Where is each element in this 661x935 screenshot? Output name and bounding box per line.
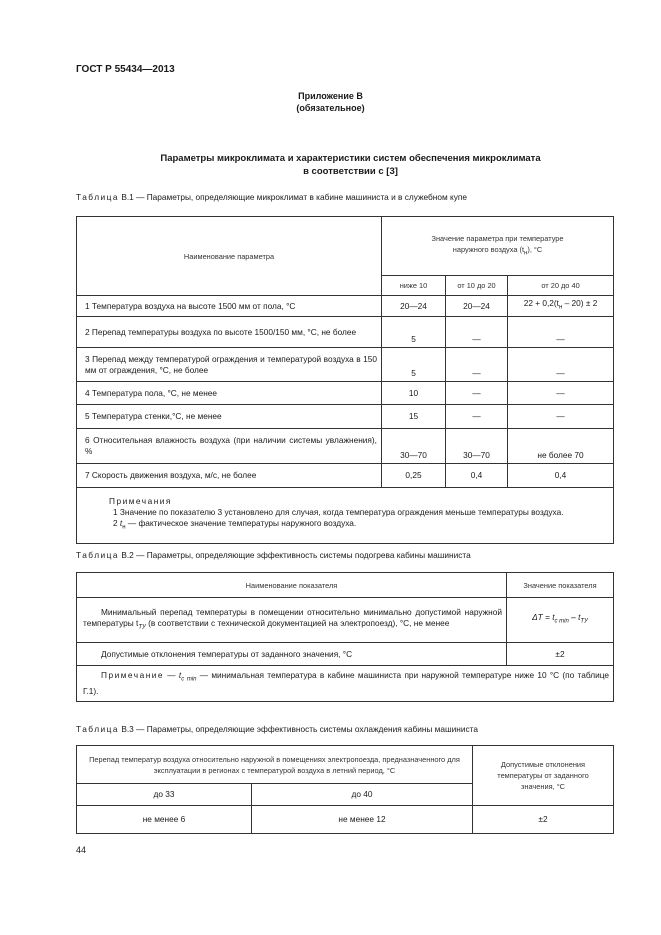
page-number: 44 <box>76 845 87 855</box>
table1-row3-v1: 5 <box>382 348 446 382</box>
table2-row1-text-b: (в соответствии с технической документацией на электропоезд), °С, не менее <box>145 617 450 628</box>
table3-caption-rest: В.3 — Параметры, определяющие эффективность системы охлаждения кабины машиниста <box>119 724 478 734</box>
table1-col-group-line1: Значение параметра при температуре <box>431 233 564 243</box>
table2-row1-text-a: Минимальный перепад температуры в помещении относительно минимально допустимой наружной температуры t <box>83 606 502 628</box>
table2-caption <box>76 550 471 560</box>
table2-note <box>77 666 614 702</box>
table1-col-group-line3: ), °С <box>527 244 543 254</box>
table1-row2-name: 2 Перепад температуры воздуха по высоте 1500/150 мм, °С, не более <box>77 317 382 348</box>
table-row <box>77 382 614 405</box>
table3-r3: ±2 <box>473 806 614 834</box>
table1-row1-v3a: 22 + 0,2(t <box>523 298 559 309</box>
table1-row3-name: 3 Перепад между температурой ограждения и температурой воздуха в 150 мм от ограждения, °С, не более <box>77 348 382 382</box>
table1-row7-v3: 0,4 <box>508 464 614 488</box>
table3-caption <box>76 724 478 734</box>
table1-row4-name: 4 Температура пола, °С, не менее <box>77 382 382 405</box>
table2-row1-value <box>507 598 614 643</box>
document-header: ГОСТ Р 55434—2013 <box>76 64 175 75</box>
table1-note2 <box>83 518 607 534</box>
table1-col-group <box>382 217 614 276</box>
table1-row1-v2: 20—24 <box>446 296 508 317</box>
table1-row7-v2: 0,4 <box>446 464 508 488</box>
table1-row5-name: 5 Температура стенки,°С, не менее <box>77 405 382 429</box>
table-row <box>77 598 614 643</box>
table2-note-t: t <box>178 670 182 681</box>
table3-sub1: до 33 <box>77 784 252 806</box>
table1-sub1: ниже 10 <box>382 276 446 296</box>
table-b3 <box>76 745 614 834</box>
table1-row4-v2: — <box>446 382 508 405</box>
table1-row6-v1: 30—70 <box>382 429 446 464</box>
table1-col-group-sub: н <box>524 250 528 257</box>
table3-sub2: до 40 <box>252 784 473 806</box>
table1-row1-v3sub: н <box>559 304 563 311</box>
table1-sub2: от 10 до 20 <box>446 276 508 296</box>
table-row <box>77 429 614 464</box>
table1-row5-v1: 15 <box>382 405 446 429</box>
table1-row4-v3: — <box>508 382 614 405</box>
table1-row2-v1: 5 <box>382 317 446 348</box>
appendix-status: (обязательное) <box>296 103 365 113</box>
table1-sub3: от 20 до 40 <box>508 276 614 296</box>
table1-note2-sub: н <box>122 524 126 531</box>
table1-row2-v3: — <box>508 317 614 348</box>
table2-note-rest: — минимальная температура в кабине машиниста при наружной температуре ниже 10 °С (по таблице Г.1). <box>83 670 609 696</box>
table2-row1-text <box>77 598 507 643</box>
table2-col-value: Значение показателя <box>507 573 614 598</box>
table1-row3-v3: — <box>508 348 614 382</box>
table1-row6-v2: 30—70 <box>446 429 508 464</box>
table2-header-row <box>77 573 614 598</box>
table1-col-name: Наименование параметра <box>77 217 382 296</box>
table1-row4-v1: 10 <box>382 382 446 405</box>
table3-r2: не менее 12 <box>252 806 473 834</box>
table3-col-group: Перепад температур воздуха относительно наружной в помещениях электропоезда, предназначенного для эксплуатации в регионах с температурой воздуха в летний период, °С <box>77 746 473 784</box>
appendix-title: Приложение В <box>298 91 363 101</box>
table1-header-row <box>77 217 614 276</box>
table1-row5-v3: — <box>508 405 614 429</box>
table2-row2-value: ±2 <box>507 643 614 666</box>
table2-row1-val-b: – t <box>568 612 581 623</box>
table1-row6-v3: не более 70 <box>508 429 614 464</box>
table2-row1-val-a: ΔT = t <box>532 612 555 623</box>
table-row <box>77 464 614 488</box>
table3-r1: не менее 6 <box>77 806 252 834</box>
table1-caption-word: Таблица <box>76 192 120 202</box>
section-title-line2: в соответствии с [3] <box>303 166 398 177</box>
table-row <box>77 806 614 834</box>
table-row <box>77 643 614 666</box>
table1-row2-v2: — <box>446 317 508 348</box>
table1-row1-v3 <box>508 296 614 317</box>
table1-row1-name: 1 Температура воздуха на высоте 1500 мм от пола, °С <box>77 296 382 317</box>
table1-row1-v1: 20—24 <box>382 296 446 317</box>
table2-note-row <box>77 666 614 702</box>
table-row <box>77 296 614 317</box>
table1-row5-v2: — <box>446 405 508 429</box>
table1-notes-row <box>77 488 614 544</box>
table1-notes-title: Примечания <box>109 496 172 507</box>
table2-note-dash: — <box>164 670 179 681</box>
table2-row1-val-sub2: TУ <box>580 618 588 625</box>
table-b2 <box>76 572 614 702</box>
table3-header-row <box>77 746 614 784</box>
table1-row3-v2: — <box>446 348 508 382</box>
table1-caption <box>76 192 467 202</box>
table1-row6-name: 6 Относительная влажность воздуха (при наличии системы увлажнения), % <box>77 429 382 464</box>
table1-row7-name: 7 Скорость движения воздуха, м/с, не более <box>77 464 382 488</box>
table3-col-dev: Допустимые отклонения температуры от заданного значения, °С <box>473 746 614 806</box>
table1-note2-rest: — фактическое значение температуры наружного воздуха. <box>125 518 357 529</box>
section-title-line1: Параметры микроклимата и характеристики систем обеспечения микроклимата <box>160 153 541 164</box>
table1-note2-num: 2 <box>113 518 120 529</box>
table2-caption-word: Таблица <box>76 550 120 560</box>
table2-row1-sub: TУ <box>138 624 146 631</box>
table2-caption-rest: В.2 — Параметры, определяющие эффективность системы подогрева кабины машиниста <box>119 550 471 560</box>
table-b1 <box>76 216 614 544</box>
table1-row1-v3b: – 20) ± 2 <box>562 298 598 309</box>
table2-col-name: Наименование показателя <box>77 573 507 598</box>
table1-caption-rest: В.1 — Параметры, определяющие микроклимат в кабине машиниста и в служебном купе <box>119 192 467 202</box>
table1-notes <box>77 488 614 544</box>
table-row <box>77 405 614 429</box>
table1-row7-v1: 0,25 <box>382 464 446 488</box>
table3-caption-word: Таблица <box>76 724 120 734</box>
table2-row1-val-sub1: c min <box>554 618 569 625</box>
table-row <box>77 348 614 382</box>
table1-note1: 1 Значение по показателю 3 установлено для случая, когда температура ограждения меньше температуры воздуха. <box>113 507 564 518</box>
table1-note2-t: t <box>119 518 123 529</box>
table2-note-sub: c min <box>181 676 197 683</box>
table1-col-group-line2: наружного воздуха (t <box>452 244 525 254</box>
table2-row2-text: Допустимые отклонения температуры от заданного значения, °С <box>77 643 507 666</box>
table2-note-word: Примечание <box>101 670 165 681</box>
table-row <box>77 317 614 348</box>
